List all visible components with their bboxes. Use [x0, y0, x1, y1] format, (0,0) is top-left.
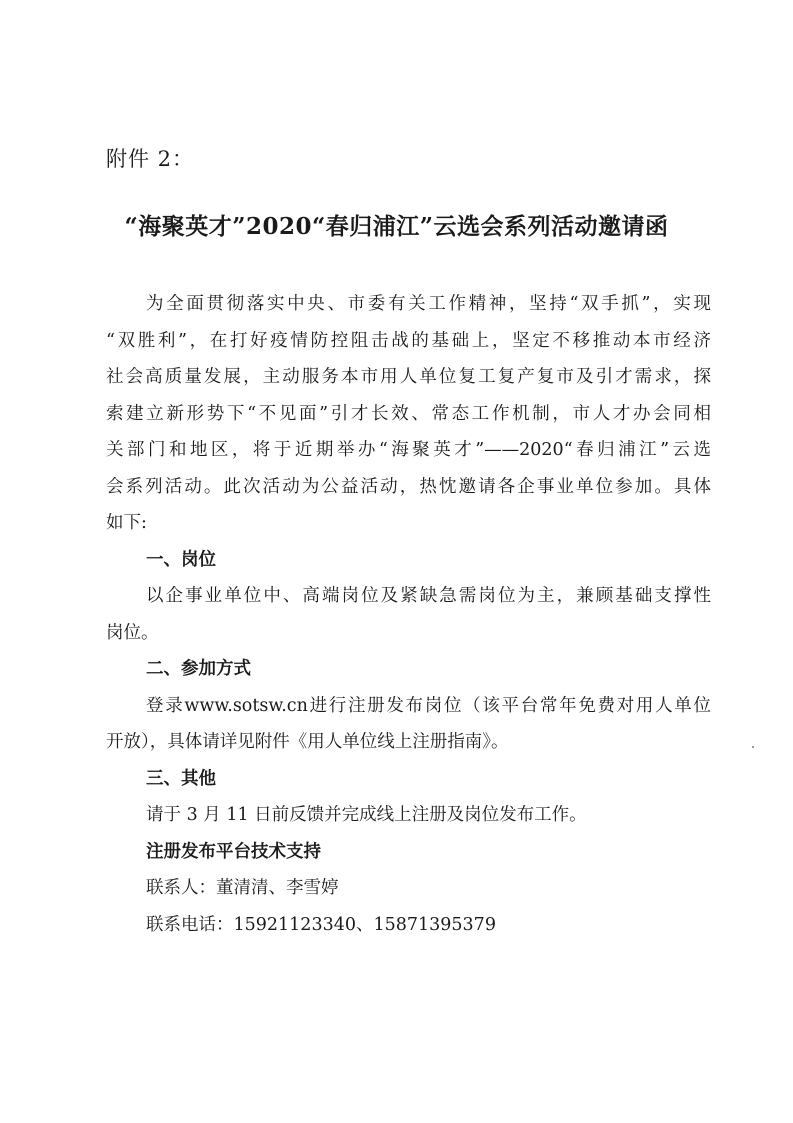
support-heading: 注册发布平台技术支持	[146, 841, 321, 862]
intro-line-4: 索建立新形势下“不见面”引才长效、常态工作机制，市人才办会同相	[106, 403, 711, 424]
section-3-line: 请于 3 月 11 日前反馈并完成线上注册及岗位发布工作。	[146, 805, 587, 825]
intro-line-1: 为全面贯彻落实中央、市委有关工作精神，坚持“双手抓”，实现	[146, 294, 711, 314]
intro-line-6: 会系列活动。此次活动为公益活动，热忱邀请各企事业单位参加。具体	[106, 476, 711, 497]
section-1-heading: 一、岗位	[146, 549, 216, 570]
section-2-line-1: 登录www.sotsw.cn进行注册发布岗位（该平台常年免费对用人单位	[146, 695, 711, 716]
intro-line-3: 社会高质量发展，主动服务本市用人单位复工复产复市及引才需求，探	[106, 367, 711, 387]
support-contact: 联系人：董清清、李雪婷	[146, 878, 339, 898]
scan-speck	[752, 746, 754, 748]
section-2-line-2: 开放），具体请详见附件《用人单位线上注册指南》。	[106, 732, 509, 752]
intro-line-7: 如下:	[106, 513, 147, 533]
document-title: “海聚英才”2020“春归浦江”云选会系列活动邀请函	[124, 213, 669, 240]
intro-line-5: 关部门和地区，将于近期举办“海聚英才”——2020“春归浦江”云选	[106, 440, 711, 460]
section-3-heading: 三、其他	[146, 768, 216, 789]
section-1-line-2: 岗位。	[106, 622, 159, 643]
section-1-line-1: 以企事业单位中、高端岗位及紧缺急需岗位为主，兼顾基础支撑性	[146, 586, 711, 606]
document-body	[106, 286, 711, 943]
intro-line-2: “双胜利”，在打好疫情防控阻击战的基础上，坚定不移推动本市经济	[106, 330, 711, 351]
attachment-label: 附件 2：	[106, 147, 195, 171]
support-phone: 联系电话：15921123340、15871395379	[146, 914, 496, 935]
section-2-heading: 二、参加方式	[146, 659, 251, 679]
